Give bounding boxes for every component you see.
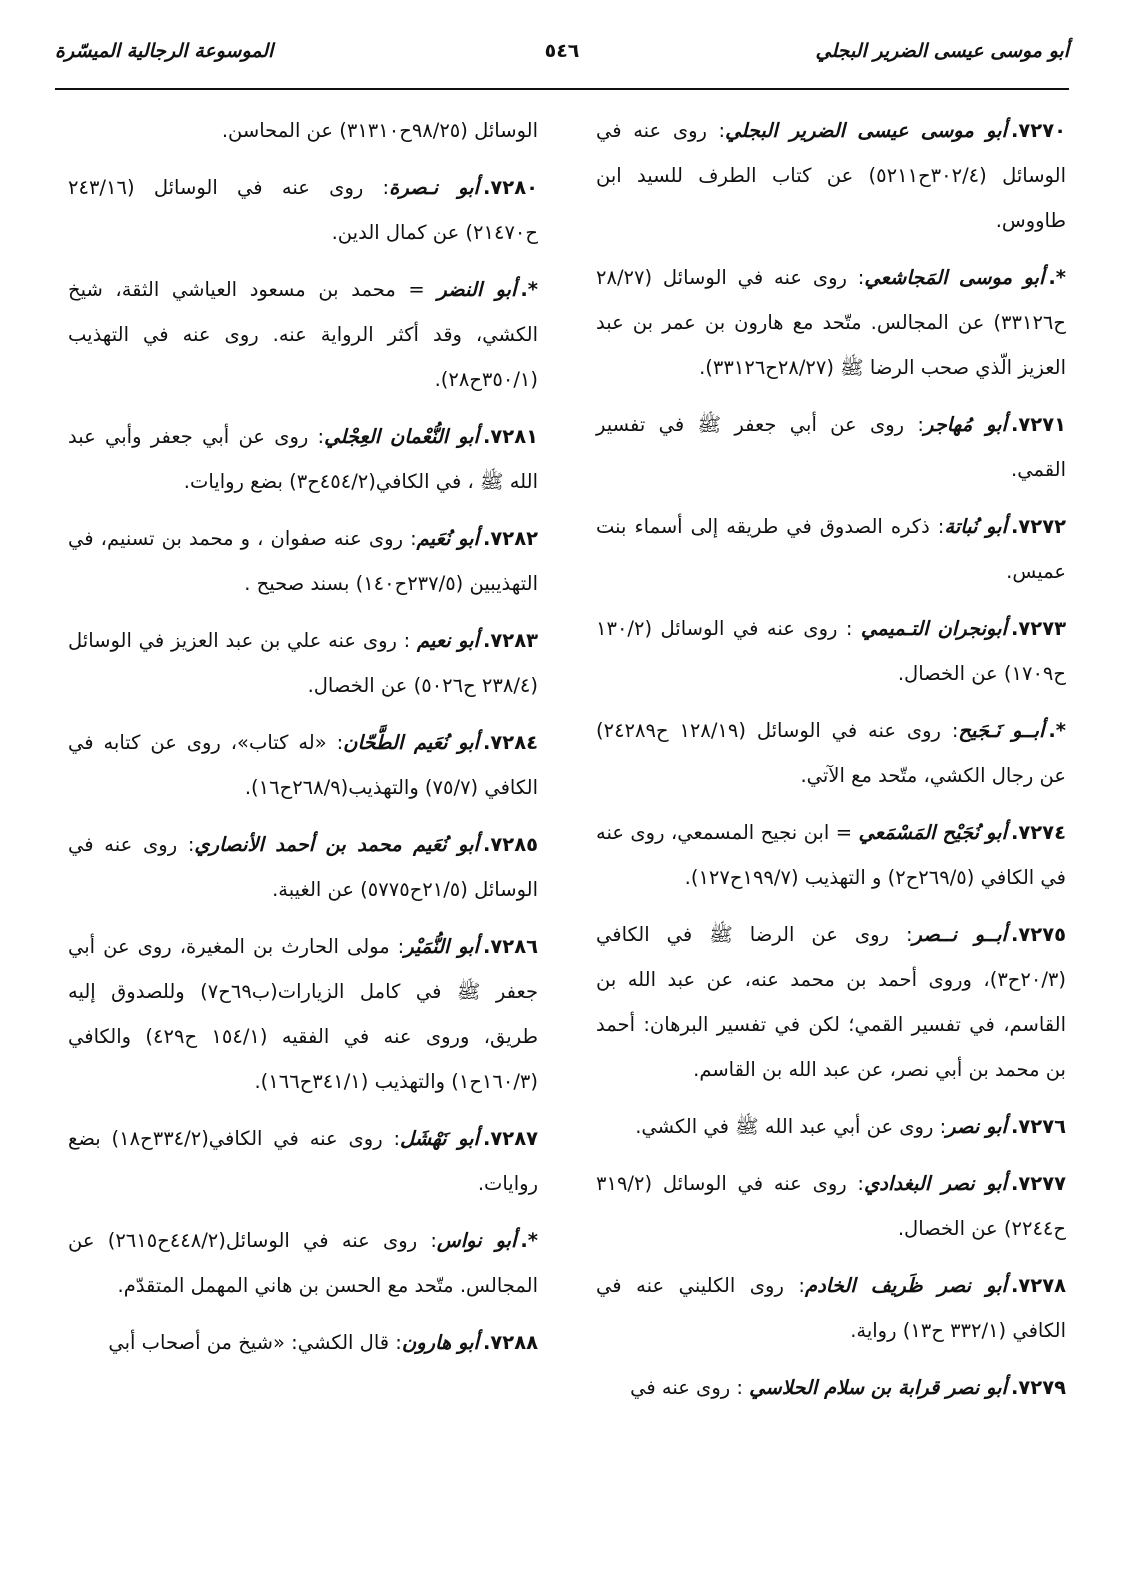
entry bbox=[596, 402, 1066, 492]
entry-name: أبو نعيم bbox=[417, 629, 479, 652]
entry-number: ٧٢٧٠. bbox=[1010, 119, 1067, 142]
entry-name: أبو نُعَيم محمد بن أحمد الأنصاري bbox=[194, 833, 479, 856]
entry-text: : قال الكشي: «شيخ من أصحاب أبي bbox=[108, 1331, 402, 1354]
entry bbox=[68, 516, 538, 606]
entry-text: : روى عنه في الوسائل (٣١٩/٢ ح٢٢٤٤) عن الخصال. bbox=[596, 1172, 1066, 1240]
entry-number: *. bbox=[520, 1229, 538, 1252]
entry-name: أبو النضر bbox=[437, 278, 517, 301]
entry-name: أبو نُباتة bbox=[944, 515, 1007, 538]
entry-name: أبو نصر ظَريف الخادم bbox=[805, 1274, 1007, 1297]
entry bbox=[68, 1218, 538, 1308]
header-rule bbox=[55, 88, 1069, 90]
page-header bbox=[55, 40, 1069, 80]
entry-name: أبونجران التـميمي bbox=[860, 617, 1007, 640]
entry-name: أبو النُّمَيْر bbox=[404, 935, 479, 958]
entry-number: ٧٢٨٣. bbox=[482, 629, 538, 652]
entry-number: ٧٢٨١. bbox=[482, 425, 538, 448]
entry-name: أبو نُجَيْح المَسْمَعي bbox=[858, 821, 1007, 844]
entry bbox=[596, 108, 1066, 243]
page-number: ٥٤٦ bbox=[544, 40, 580, 62]
entry bbox=[68, 618, 538, 708]
entry-text: : روى عنه في الوسائل (١٣٠/٢ ح١٧٠٩) عن الخصال. bbox=[596, 617, 1066, 685]
entry-number: *. bbox=[1048, 719, 1066, 742]
entry-text: : روى عنه علي بن عبد العزيز في الوسائل (٢٣٨/٤ ح٥٠٢٦) عن الخصال. bbox=[68, 629, 538, 697]
entry bbox=[68, 1116, 538, 1206]
entry-text: = محمد بن مسعود العياشي الثقة، شيخ الكشي، وقد أكثر الرواية عنه. روى عنه في التهذيب (٣٥٠/١ح٢٨). bbox=[68, 278, 538, 391]
entry-name: أبو نُعَيم الطَّحّان bbox=[343, 731, 479, 754]
entry bbox=[596, 708, 1066, 798]
entry-number: *. bbox=[520, 278, 538, 301]
entry bbox=[68, 822, 538, 912]
entry bbox=[68, 267, 538, 402]
entry-name: أبو نواس bbox=[436, 1229, 517, 1252]
entry-name: أبو مُهاجر bbox=[923, 413, 1007, 436]
entry-name: أبو نصر قرابة بن سلام الحلاسي bbox=[749, 1376, 1007, 1399]
running-title-left: الموسوعة الرجالية الميسّرة bbox=[55, 40, 274, 62]
entry-number: ٧٢٨٨. bbox=[482, 1331, 538, 1354]
entry bbox=[68, 1320, 538, 1365]
entry-text: : روى عنه في bbox=[630, 1376, 750, 1399]
entry-number: ٧٢٨٢. bbox=[482, 527, 539, 550]
entry-number: ٧٢٧٥. bbox=[1010, 923, 1066, 946]
entry bbox=[596, 1104, 1066, 1149]
entry-text: : روى عنه في الكافي(٣٣٤/٢ح١٨) بضع روايات. bbox=[68, 1127, 538, 1195]
entry bbox=[596, 1263, 1066, 1353]
entry bbox=[596, 504, 1066, 594]
entry-text: : روى عنه في الوسائل (٢٨/٢٧ ح٣٣١٢٦) عن المجالس. متّحد مع هارون بن عمر بن عبد العزيز الّذي صحب الرضا ﷺ (٢٨/٢٧ح٣٣١٢٦). bbox=[596, 266, 1066, 379]
entry-text: : «له كتاب»، روى عن كتابه في الكافي (٧٥/٧) والتهذيب(٢٦٨/٩ح١٦). bbox=[68, 731, 538, 799]
entry-number: ٧٢٧٦. bbox=[1010, 1115, 1066, 1138]
entry bbox=[596, 1365, 1066, 1410]
entry-number: ٧٢٧٧. bbox=[1010, 1172, 1066, 1195]
entry-text: : روى عنه في الوسائل (٢٤٣/١٦ ح٢١٤٧٠) عن كمال الدين. bbox=[68, 176, 538, 244]
entry-name: أبــو نَـجَيح bbox=[958, 719, 1045, 742]
entry-number: ٧٢٧٢. bbox=[1010, 515, 1067, 538]
left-column bbox=[68, 108, 538, 1558]
entry-text: : روى عنه في الوسائل(٤٤٨/٢ح٢٦١٥) عن المجالس. متّحد مع الحسن بن هاني المهمل المتقدّم. bbox=[68, 1229, 538, 1297]
entry-text: : ذكره الصدوق في طريقه إلى أسماء بنت عميس. bbox=[596, 515, 1066, 583]
entry-name: أبــو نــصر bbox=[912, 923, 1007, 946]
entry-number: ٧٢٧٤. bbox=[1010, 821, 1066, 844]
entry-name: أبو موسى عيسى الضرير البجلي bbox=[725, 119, 1007, 142]
entry-text: : روى عنه صفوان ، و محمد بن تسنيم، في التهذيبين (٢٣٧/٥ح١٤٠) بسند صحيح . bbox=[68, 527, 538, 595]
entry-name: أبو النُّعْمان العِجْلي bbox=[324, 425, 479, 448]
entry bbox=[596, 606, 1066, 696]
entry bbox=[596, 1161, 1066, 1251]
entry-name: أبو نَهْشَل bbox=[400, 1127, 479, 1150]
entry-name: أبو نـصرة bbox=[389, 176, 479, 199]
entry-text: : مولى الحارث بن المغيرة، روى عن أبي جعفر ﷺ في كامل الزيارات(ب٦٩ح٧) وللصدوق إليه طريق، وروى عنه في الفقيه (١٥٤/١ ح٤٢٩) والكافي (١٦٠/٣ح١) والتهذيب (٣٤١/١ح١٦٦). bbox=[68, 935, 538, 1093]
entry bbox=[68, 165, 538, 255]
entry-number: *. bbox=[1048, 266, 1066, 289]
entry-text: : روى الكليني عنه في الكافي (٣٣٢/١ ح١٣) رواية. bbox=[596, 1274, 1066, 1342]
entry-text: : روى عن الرضا ﷺ في الكافي (٢٠/٣ح٣)، وروى أحمد بن محمد عنه، عن عبد الله بن القاسم، في تفسير القمي؛ لكن في تفسير البرهان: أحمد بن محمد بن أبي نصر، عن عبد الله بن القاسم. bbox=[596, 923, 1066, 1081]
entry-text: : روى عنه في الوسائل (١٢٨/١٩ ح٢٤٢٨٩) عن رجال الكشي، متّحد مع الآتي. bbox=[596, 719, 1066, 787]
entry-text: : روى عن أبي عبد الله ﷺ في الكشي. bbox=[635, 1115, 947, 1138]
entry-text: = ابن نجيح المسمعي، روى عنه في الكافي (٢٦٩/٥ح٢) و التهذيب (١٩٩/٧ح١٢٧). bbox=[596, 821, 1066, 889]
entry-name: أبو نُعَيم bbox=[416, 527, 479, 550]
entry-number: ٧٢٨٠. bbox=[482, 176, 538, 199]
entry-text: : روى عن أبي جعفر ﷺ في تفسير القمي. bbox=[596, 413, 1066, 481]
entry-name: أبو موسى المَجاشعي bbox=[864, 266, 1045, 289]
entry bbox=[68, 414, 538, 504]
entry-number: ٧٢٧٩. bbox=[1010, 1376, 1066, 1399]
entry-name: أبو نصر البغدادي bbox=[864, 1172, 1007, 1195]
entry-number: ٧٢٧٣. bbox=[1010, 617, 1066, 640]
entry bbox=[596, 810, 1066, 900]
entry bbox=[596, 912, 1066, 1092]
entry-name: أبو نصر bbox=[946, 1115, 1007, 1138]
entry-number: ٧٢٨٦. bbox=[482, 935, 538, 958]
entry-text: : روى عنه في الوسائل (٣٠٢/٤ح٥٢١١) عن كتاب الطرف للسيد ابن طاووس. bbox=[596, 119, 1066, 232]
entry-name: أبو هارون bbox=[401, 1331, 479, 1354]
right-column bbox=[596, 108, 1066, 1558]
entry-text: : روى عن أبي جعفر وأبي عبد الله ﷺ ، في الكافي(٤٥٤/٢ح٣) بضع روايات. bbox=[68, 425, 538, 493]
entry-number: ٧٢٨٤. bbox=[482, 731, 538, 754]
entry-number: ٧٢٧٨. bbox=[1010, 1274, 1066, 1297]
entry bbox=[596, 255, 1066, 390]
entry-continuation: الوسائل (٩٨/٢٥ح٣١٣١٠) عن المحاسن. bbox=[221, 119, 538, 142]
entry-text: : روى عنه في الوسائل (٢١/٥ح٥٧٧٥) عن الغيبة. bbox=[68, 833, 538, 901]
entry-number: ٧٢٨٥. bbox=[482, 833, 538, 856]
entry-number: ٧٢٧١. bbox=[1010, 413, 1066, 436]
entry bbox=[68, 720, 538, 810]
entry-number: ٧٢٨٧. bbox=[482, 1127, 538, 1150]
entry bbox=[68, 924, 538, 1104]
running-title-right: أبو موسى عيسى الضرير البجلي bbox=[815, 40, 1069, 62]
